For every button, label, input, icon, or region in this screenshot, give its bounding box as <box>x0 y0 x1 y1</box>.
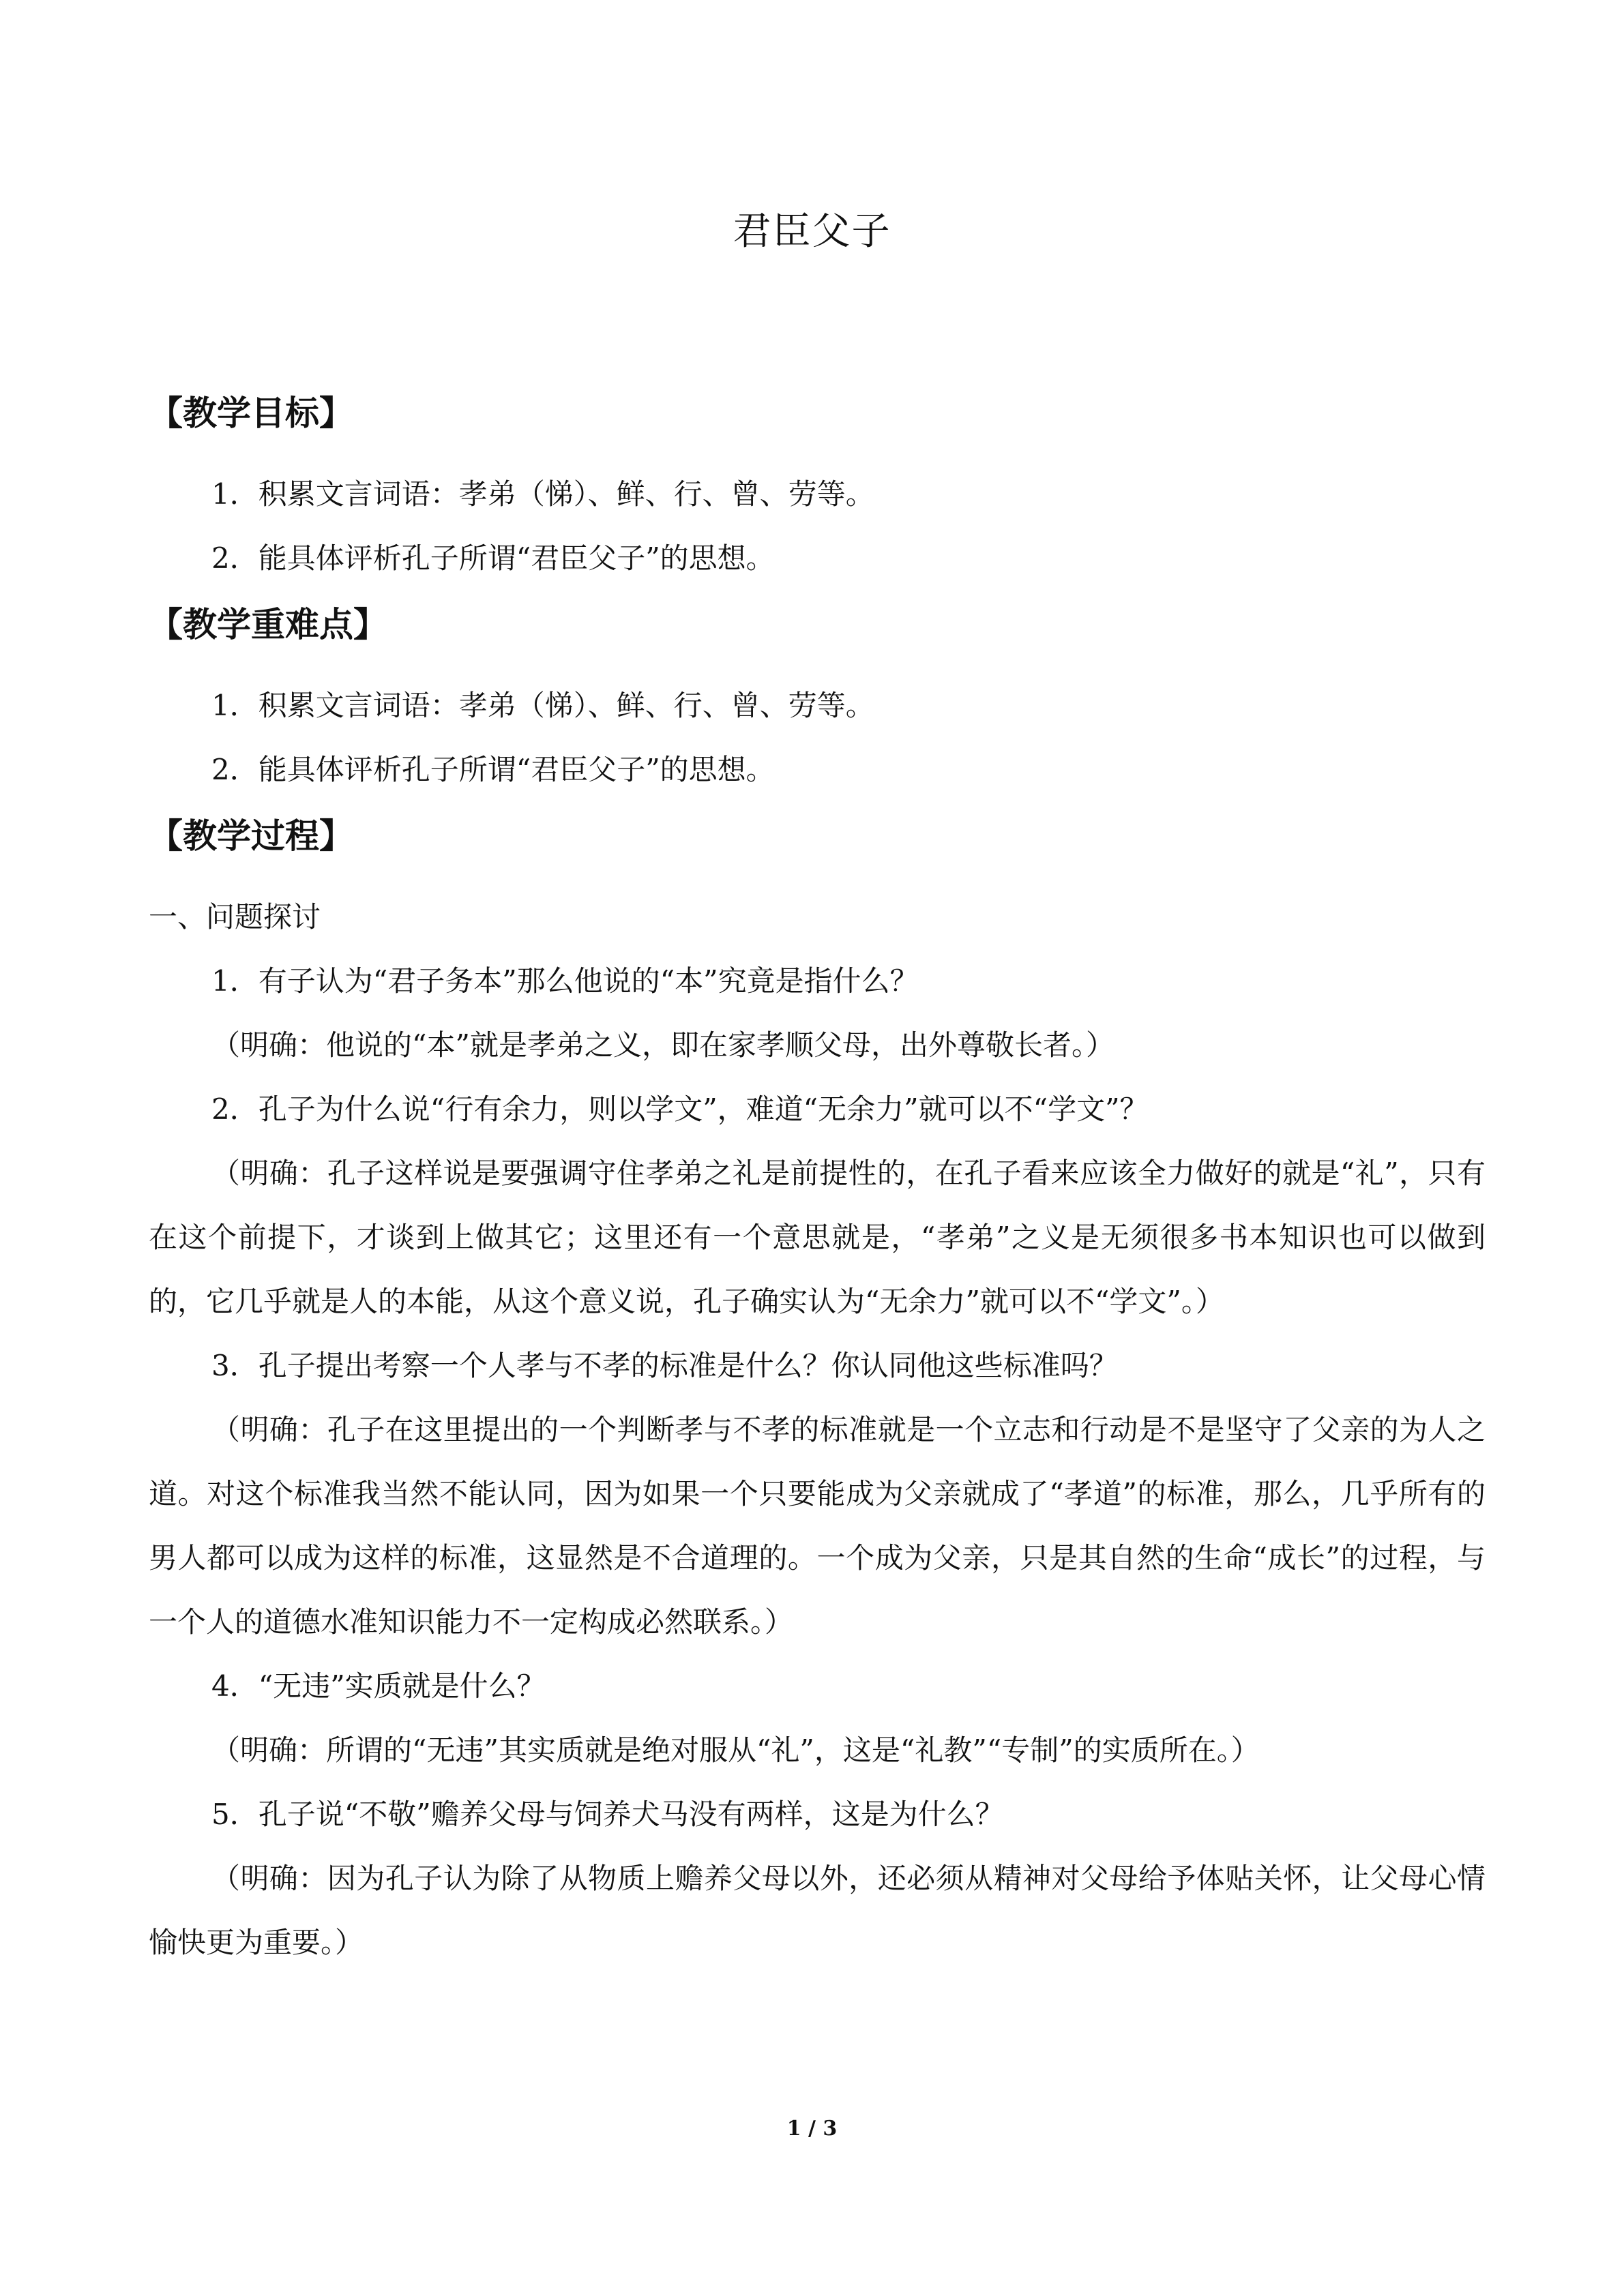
question-2: 2．孔子为什么说“行有余力，则以学文”，难道“无余力”就可以不“学文”？ <box>211 1092 1149 1126</box>
question-4: 4．“无违”实质就是什么？ <box>211 1669 546 1703</box>
spacer <box>149 447 1486 462</box>
question-5: 5．孔子说“不敬”赡养父母与饲养犬马没有两样，这是为什么？ <box>211 1798 1004 1831</box>
heading-objectives: 【教学目标】 <box>149 393 353 433</box>
question-3: 3．孔子提出考察一个人孝与不孝的标准是什么？你认同他这些标准吗？ <box>211 1349 1118 1382</box>
heading-process: 【教学过程】 <box>149 816 353 856</box>
objective-item-1: 1．积累文言词语：孝弟（悌）、鲜、行、曾、劳等。 <box>211 477 874 511</box>
answer-3: （明确：孔子在这里提出的一个判断孝与不孝的标准就是一个立志和行动是不是坚守了父亲的为人之道。对这个标准我当然不能认同，因为如果一个只要能成为父亲就成了“孝道”的标准，那么，几乎所有的男人都可以成为这样的标准，这显然是不合道理的。一个成为父亲，只是其自然的生命“成长”的过程，与一个人的道德水准知识能力不一定构成必然联系。） <box>149 1413 1486 1639</box>
document-title: 君臣父子 <box>733 209 891 254</box>
question-1: 1．有子认为“君子务本”那么他说的“本”究竟是指什么？ <box>211 964 919 998</box>
spacer <box>149 659 1486 674</box>
heading-key-points: 【教学重难点】 <box>149 605 387 644</box>
objective-item-2: 2．能具体评析孔子所谓“君臣父子”的思想。 <box>211 541 775 575</box>
part-title: 一、问题探讨 <box>149 900 321 934</box>
answer-5: （明确：因为孔子认为除了从物质上赡养父母以外，还必须从精神对父母给予体贴关怀，让父母心情愉快更为重要。） <box>149 1862 1486 1959</box>
answer-4: （明确：所谓的“无违”其实质就是绝对服从“礼”，这是“礼教”“专制”的实质所在。） <box>211 1733 1260 1767</box>
key-point-item-1: 1．积累文言词语：孝弟（悌）、鲜、行、曾、劳等。 <box>211 689 874 722</box>
spacer <box>149 870 1486 885</box>
answer-2: （明确：孔子这样说是要强调守住孝弟之礼是前提性的，在孔子看来应该全力做好的就是“礼”，只有在这个前提下，才谈到上做其它；这里还有一个意思就是，“孝弟”之义是无须很多书本知识也可以做到的，它几乎就是人的本能，从这个意义说，孔子确实认为“无余力”就可以不“学文”。） <box>149 1157 1486 1318</box>
document-body <box>149 379 1486 1975</box>
key-point-item-2: 2．能具体评析孔子所谓“君臣父子”的思想。 <box>211 753 775 786</box>
answer-1: （明确：他说的“本”就是孝弟之义，即在家孝顺父母，出外尊敬长者。） <box>211 1028 1114 1062</box>
page-number: 1 / 3 <box>786 2117 838 2141</box>
